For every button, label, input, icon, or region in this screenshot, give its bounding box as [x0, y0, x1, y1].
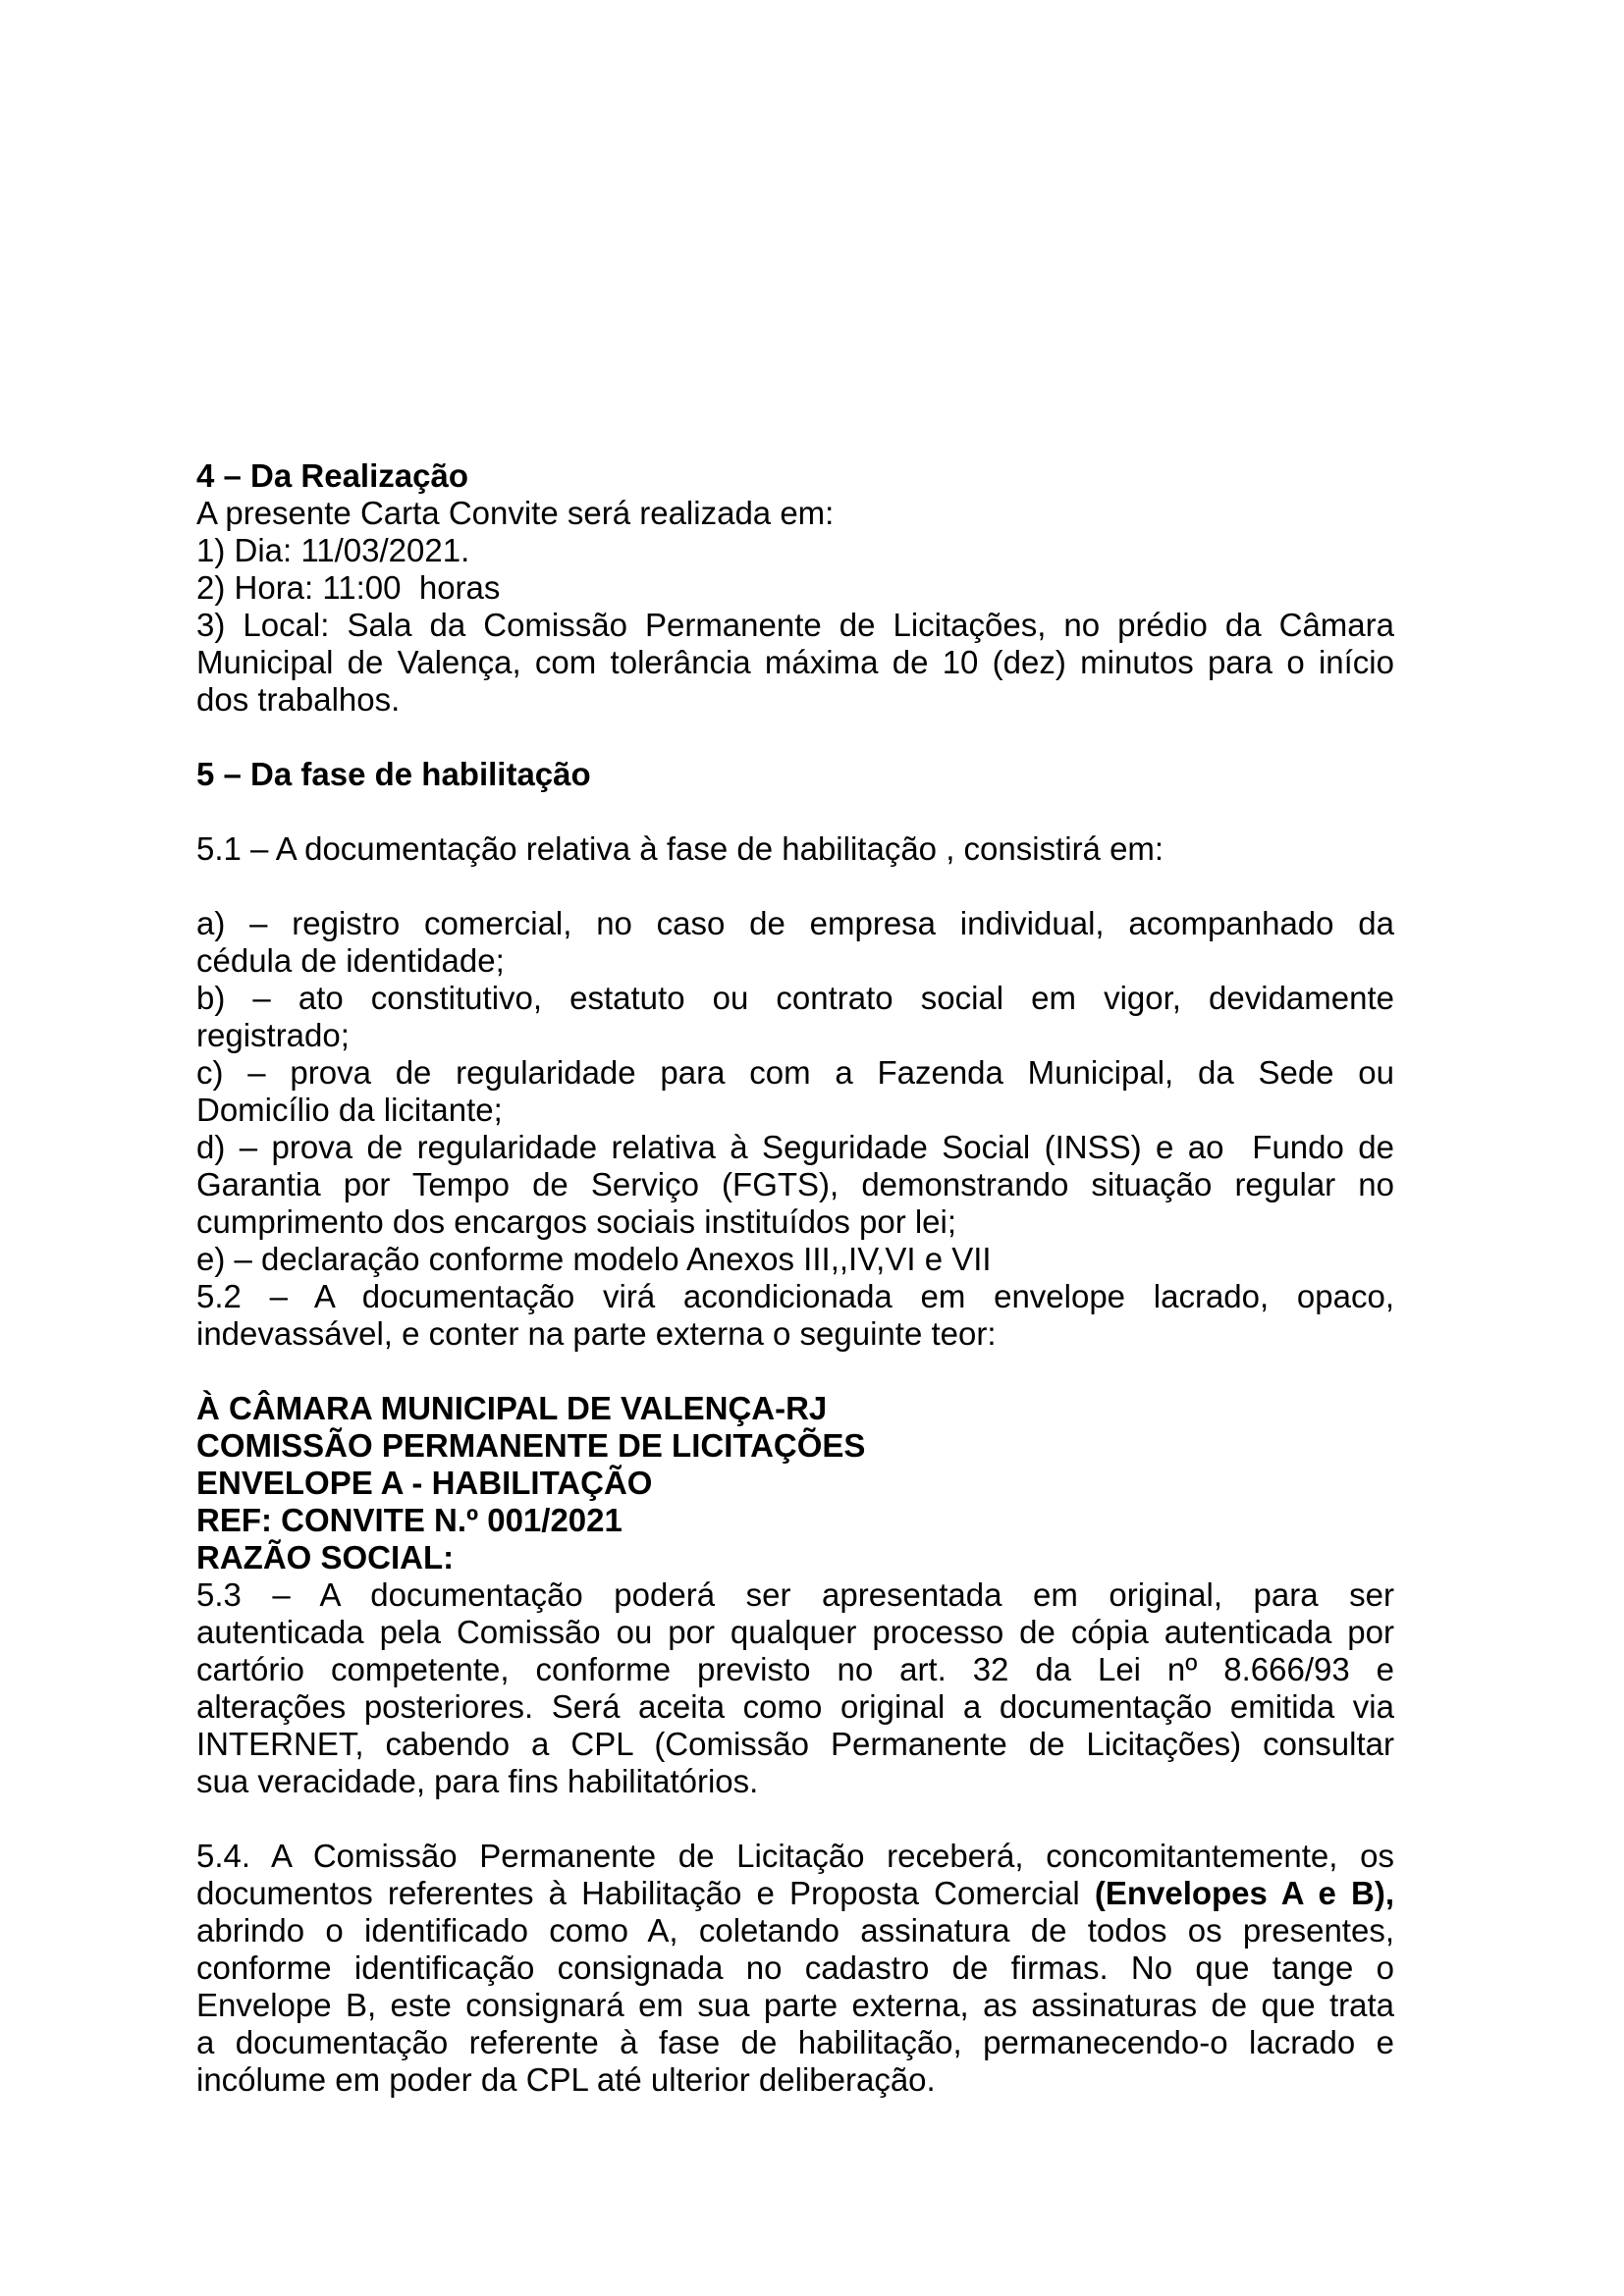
- bold-text-segment: RAZÃO SOCIAL:: [196, 1539, 455, 1575]
- clause-5-2: [196, 1278, 1394, 1315]
- bold-text-segment: (Envelopes A e B),: [1094, 1875, 1394, 1911]
- text-segment: 3) Local: Sala da Comissão Permanente de Licitações, no prédio da Câmara: [196, 607, 1394, 643]
- item-a: [196, 905, 1394, 942]
- clause-5-3: [196, 1726, 1394, 1763]
- item-d: [196, 1129, 1394, 1166]
- text-segment: 2) Hora: 11:00 horas: [196, 569, 501, 606]
- envelope-address-line: [196, 1390, 1394, 1427]
- text-segment: documentos referentes à Habilitação e Proposta Comercial: [196, 1875, 1095, 1911]
- item-b: [196, 980, 1394, 1017]
- envelope-commission-line: [196, 1427, 1394, 1465]
- clause-5-4: [196, 1875, 1394, 1912]
- text-segment: INTERNET, cabendo a CPL (Comissão Permanente de Licitações) consultar: [196, 1726, 1394, 1762]
- text-segment: Municipal de Valença, com tolerância máxima de 10 (dez) minutos para o início: [196, 644, 1394, 680]
- item-d: [196, 1203, 1394, 1241]
- bold-text-segment: ENVELOPE A - HABILITAÇÃO: [196, 1465, 653, 1501]
- bold-text-segment: REF: CONVITE N.º 001/2021: [196, 1502, 623, 1538]
- clause-5-3: [196, 1576, 1394, 1614]
- clause-5-2: [196, 1315, 1394, 1353]
- item-dia: [196, 532, 1394, 569]
- text-segment: e) – declaração conforme modelo Anexos III,,IV,VI e VII: [196, 1241, 992, 1277]
- item-e: [196, 1241, 1394, 1278]
- clause-5-3: [196, 1688, 1394, 1726]
- clause-5-1: [196, 830, 1394, 868]
- text-segment: 1) Dia: 11/03/2021.: [196, 532, 470, 568]
- text-segment: d) – prova de regularidade relativa à Seguridade Social (INSS) e ao Fundo de: [196, 1129, 1394, 1165]
- clause-5-4: [196, 1838, 1394, 1875]
- text-segment: a documentação referente à fase de habilitação, permanecendo-o lacrado e: [196, 2024, 1394, 2060]
- text-segment: indevassável, e conter na parte externa o seguinte teor:: [196, 1315, 997, 1352]
- text-segment: cartório competente, conforme previsto no art. 32 da Lei nº 8.666/93 e: [196, 1651, 1394, 1687]
- text-segment: 5.3 – A documentação poderá ser apresentada em original, para ser: [196, 1576, 1394, 1613]
- text-segment: conforme identificação consignada no cadastro de firmas. No que tange o: [196, 1949, 1394, 1986]
- text-segment: abrindo o identificado como A, coletando assinatura de todos os presentes,: [196, 1912, 1394, 1949]
- clause-5-3: [196, 1651, 1394, 1688]
- bold-text-segment: COMISSÃO PERMANENTE DE LICITAÇÕES: [196, 1427, 866, 1464]
- text-segment: registrado;: [196, 1017, 350, 1053]
- blank-line: [196, 868, 1394, 905]
- clause-5-3: [196, 1763, 1394, 1800]
- envelope-razao-social-line: [196, 1539, 1394, 1576]
- clause-5-4: [196, 2061, 1394, 2099]
- text-segment: cédula de identidade;: [196, 942, 505, 979]
- section-4-heading: [196, 457, 1394, 495]
- blank-line: [196, 1353, 1394, 1390]
- text-segment: 5.4. A Comissão Permanente de Licitação receberá, concomitantemente, os: [196, 1838, 1394, 1874]
- blank-line: [196, 793, 1394, 830]
- text-segment: Envelope B, este consignará em sua parte externa, as assinaturas de que trata: [196, 1987, 1394, 2023]
- item-d: [196, 1166, 1394, 1203]
- text-segment: A presente Carta Convite será realizada em:: [196, 495, 835, 531]
- text-segment: 5.2 – A documentação virá acondicionada em envelope lacrado, opaco,: [196, 1278, 1394, 1314]
- blank-line: [196, 1800, 1394, 1838]
- bold-text-segment: 5 – Da fase de habilitação: [196, 756, 591, 792]
- text-segment: c) – prova de regularidade para com a Fazenda Municipal, da Sede ou: [196, 1054, 1394, 1091]
- text-segment: Domicílio da licitante;: [196, 1092, 503, 1128]
- item-b: [196, 1017, 1394, 1054]
- text-segment: autenticada pela Comissão ou por qualquer processo de cópia autenticada por: [196, 1614, 1394, 1650]
- item-c: [196, 1054, 1394, 1092]
- envelope-label-line: [196, 1465, 1394, 1502]
- text-segment: dos trabalhos.: [196, 681, 401, 718]
- clause-5-3: [196, 1614, 1394, 1651]
- item-local: [196, 681, 1394, 719]
- text-segment: a) – registro comercial, no caso de empresa individual, acompanhado da: [196, 905, 1394, 941]
- clause-5-4: [196, 1912, 1394, 1949]
- bold-text-segment: À CÂMARA MUNICIPAL DE VALENÇA-RJ: [196, 1390, 828, 1426]
- text-segment: alterações posteriores. Será aceita como original a documentação emitida via: [196, 1688, 1394, 1725]
- section-5-heading: [196, 756, 1394, 793]
- envelope-ref-line: [196, 1502, 1394, 1539]
- item-c: [196, 1092, 1394, 1129]
- text-segment: sua veracidade, para fins habilitatórios.: [196, 1763, 759, 1799]
- clause-5-4: [196, 1987, 1394, 2024]
- clause-5-4: [196, 2024, 1394, 2061]
- item-hora: [196, 569, 1394, 607]
- text-segment: cumprimento dos encargos sociais instituídos por lei;: [196, 1203, 957, 1240]
- item-local: [196, 644, 1394, 681]
- blank-line: [196, 719, 1394, 756]
- text-segment: 5.1 – A documentação relativa à fase de habilitação , consistirá em:: [196, 830, 1164, 867]
- text-segment: b) – ato constitutivo, estatuto ou contrato social em vigor, devidamente: [196, 980, 1394, 1016]
- text-segment: incólume em poder da CPL até ulterior deliberação.: [196, 2061, 936, 2098]
- intro-realizacao: [196, 495, 1394, 532]
- document-content: [196, 457, 1394, 2099]
- bold-text-segment: 4 – Da Realização: [196, 457, 468, 494]
- text-segment: Garantia por Tempo de Serviço (FGTS), demonstrando situação regular no: [196, 1166, 1394, 1202]
- item-local: [196, 607, 1394, 644]
- clause-5-4: [196, 1949, 1394, 1987]
- item-a: [196, 942, 1394, 980]
